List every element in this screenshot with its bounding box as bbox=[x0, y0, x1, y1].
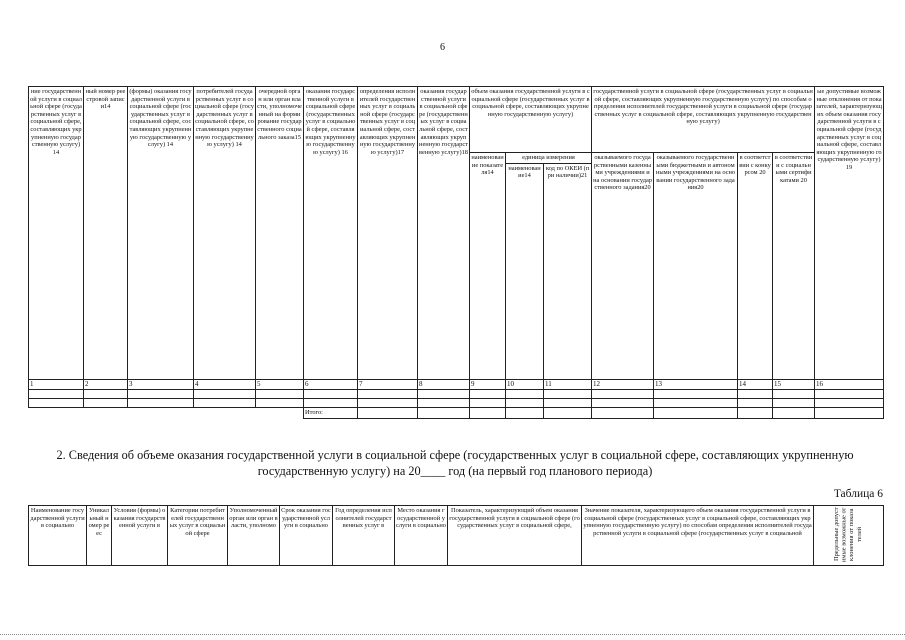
subheader-cell: код по ОКЕИ (при наличии)21 bbox=[544, 163, 592, 379]
header-cell: государственной услуги в социальной сфере (государственных услуг в социальной сфере, составляющих укрупненную государственную услугу) по способам определения исполнителей государственной услуги в социальной сфере (государственных услуг в социальной сфере, составляющих укрупненную государственную услугу) bbox=[592, 87, 815, 153]
column-number: 10 bbox=[506, 379, 544, 390]
header-cell: Наименование государственной услуги в социально bbox=[29, 506, 87, 566]
column-number: 12 bbox=[592, 379, 654, 390]
column-number: 1 bbox=[29, 379, 84, 390]
header-cell bbox=[814, 506, 884, 566]
vertical-header-text: Предельные допустимые возможные отклонения от показателей bbox=[833, 507, 864, 562]
column-number: 13 bbox=[654, 379, 738, 390]
header-cell: Уникальный номер реес bbox=[87, 506, 112, 566]
column-number: 7 bbox=[358, 379, 418, 390]
column-number: 9 bbox=[470, 379, 506, 390]
page-number: 6 bbox=[440, 42, 445, 53]
total-row bbox=[29, 408, 884, 419]
column-number: 6 bbox=[304, 379, 358, 390]
header-cell: Год определения исполнителей государственных услуг в bbox=[333, 506, 395, 566]
subheader-cell: единица измерения bbox=[506, 153, 592, 164]
header-cell: Срок оказания государственной услуги в социально bbox=[280, 506, 333, 566]
column-number: 11 bbox=[544, 379, 592, 390]
column-number: 3 bbox=[128, 379, 194, 390]
column-number: 15 bbox=[773, 379, 815, 390]
header-cell: определения исполнителей государственных услуг в социальной сфере (государственных услуг в социальной сфере, составляющих укрупненную государственную услугу)17 bbox=[358, 87, 418, 380]
column-number: 5 bbox=[256, 379, 304, 390]
header-cell: Категории потребителей государственных услуг в социальной сфере bbox=[168, 506, 228, 566]
subheader-cell: оказываемого государственными казенными учреждениями и на основании государственного задания20 bbox=[592, 153, 654, 380]
subheader-cell: наименование показателя14 bbox=[470, 153, 506, 380]
section-2-title: 2. Сведения об объеме оказания государственной услуги в социальной сфере (государственных услуг в социальной сфере, составляющих укрупненную государственную услугу) на 20____ год (на первый год планового периода) bbox=[56, 448, 854, 478]
scan-edge-line bbox=[0, 634, 905, 635]
header-cell: Место оказания государственной услуги в социально bbox=[395, 506, 448, 566]
column-number: 2 bbox=[84, 379, 128, 390]
subheader-cell: наименование14 bbox=[506, 163, 544, 379]
header-cell: оказания государственной услуги в социальной сфере (государственных услуг в социальной сфере, составляющих укрупненную государственную услугу) 16 bbox=[304, 87, 358, 380]
subheader-cell: в соответствии с социальными сертификатами 20 bbox=[773, 153, 815, 380]
column-number: 4 bbox=[194, 379, 256, 390]
services-volume-table bbox=[28, 86, 884, 419]
table-6 bbox=[28, 505, 884, 566]
header-cell: очередной орган или орган власти, уполномоченный на формирование государственного социального заказа15 bbox=[256, 87, 304, 380]
header-cell: Условия (формы) оказания государственной услуги в bbox=[112, 506, 168, 566]
header-cell: оказания государственной услуги в социальной сфере (государственных услуг в социальной сфере, составляющих укрупненную государственную услугу)18 bbox=[418, 87, 470, 380]
subheader-cell: в соответствии с конкурсом 20 bbox=[738, 153, 773, 380]
table-row bbox=[29, 390, 884, 399]
header-cell: Значение показателя, характеризующего объем оказания государственной услуги в социальной сфере (государственных услуг в социальной сфере, составляющих укрупненную государственную услугу) по способам определения исполнителей государственной услуги в социальной сфере (государственных услуг в социальной bbox=[582, 506, 814, 566]
column-number: 14 bbox=[738, 379, 773, 390]
table-row bbox=[29, 399, 884, 408]
header-cell: ный номер реестровой записи14 bbox=[84, 87, 128, 380]
subheader-cell: оказываемого государственными бюджетными и автономными учреждениями на основании государственного задания20 bbox=[654, 153, 738, 380]
header-cell: объем оказания государственной услуги в социальной сфере (государственных услуг в социальной сфере, составляющих укрупненную государственную услугу) bbox=[470, 87, 592, 153]
header-cell: (формы) оказания государственной услуги в социальной сфере (государственных услуг в социальной сфере, составляющих укрупненную государственную услугу) 14 bbox=[128, 87, 194, 380]
total-label: Итого: bbox=[304, 408, 358, 419]
header-cell: Уполномоченный орган или орган власти, уполномо bbox=[228, 506, 280, 566]
column-number: 8 bbox=[418, 379, 470, 390]
header-cell: ые допустимые возможные отклонения от показателей, характеризующих объем оказания государственной услуги в социальной сфере (государственных услуг в социальной сфере, составляющих укрупненную государственную услугу)19 bbox=[815, 87, 884, 380]
column-number: 16 bbox=[815, 379, 884, 390]
header-cell: ние государственной услуги в социальной сфере (государственных услуг в социальной сфере, составляющих укрупненную государственную услугу) 14 bbox=[29, 87, 84, 380]
header-cell: потребителей государственных услуг в социальной сфере (государственных услуг в социальной сфере, составляющих укрупненную государственную услугу) 14 bbox=[194, 87, 256, 380]
table-6-label: Таблица 6 bbox=[833, 488, 883, 500]
header-cell: Показатель, характеризующий объем оказания государственной услуги в социальной сфере (государственных услуг в социальной сфере, bbox=[448, 506, 582, 566]
